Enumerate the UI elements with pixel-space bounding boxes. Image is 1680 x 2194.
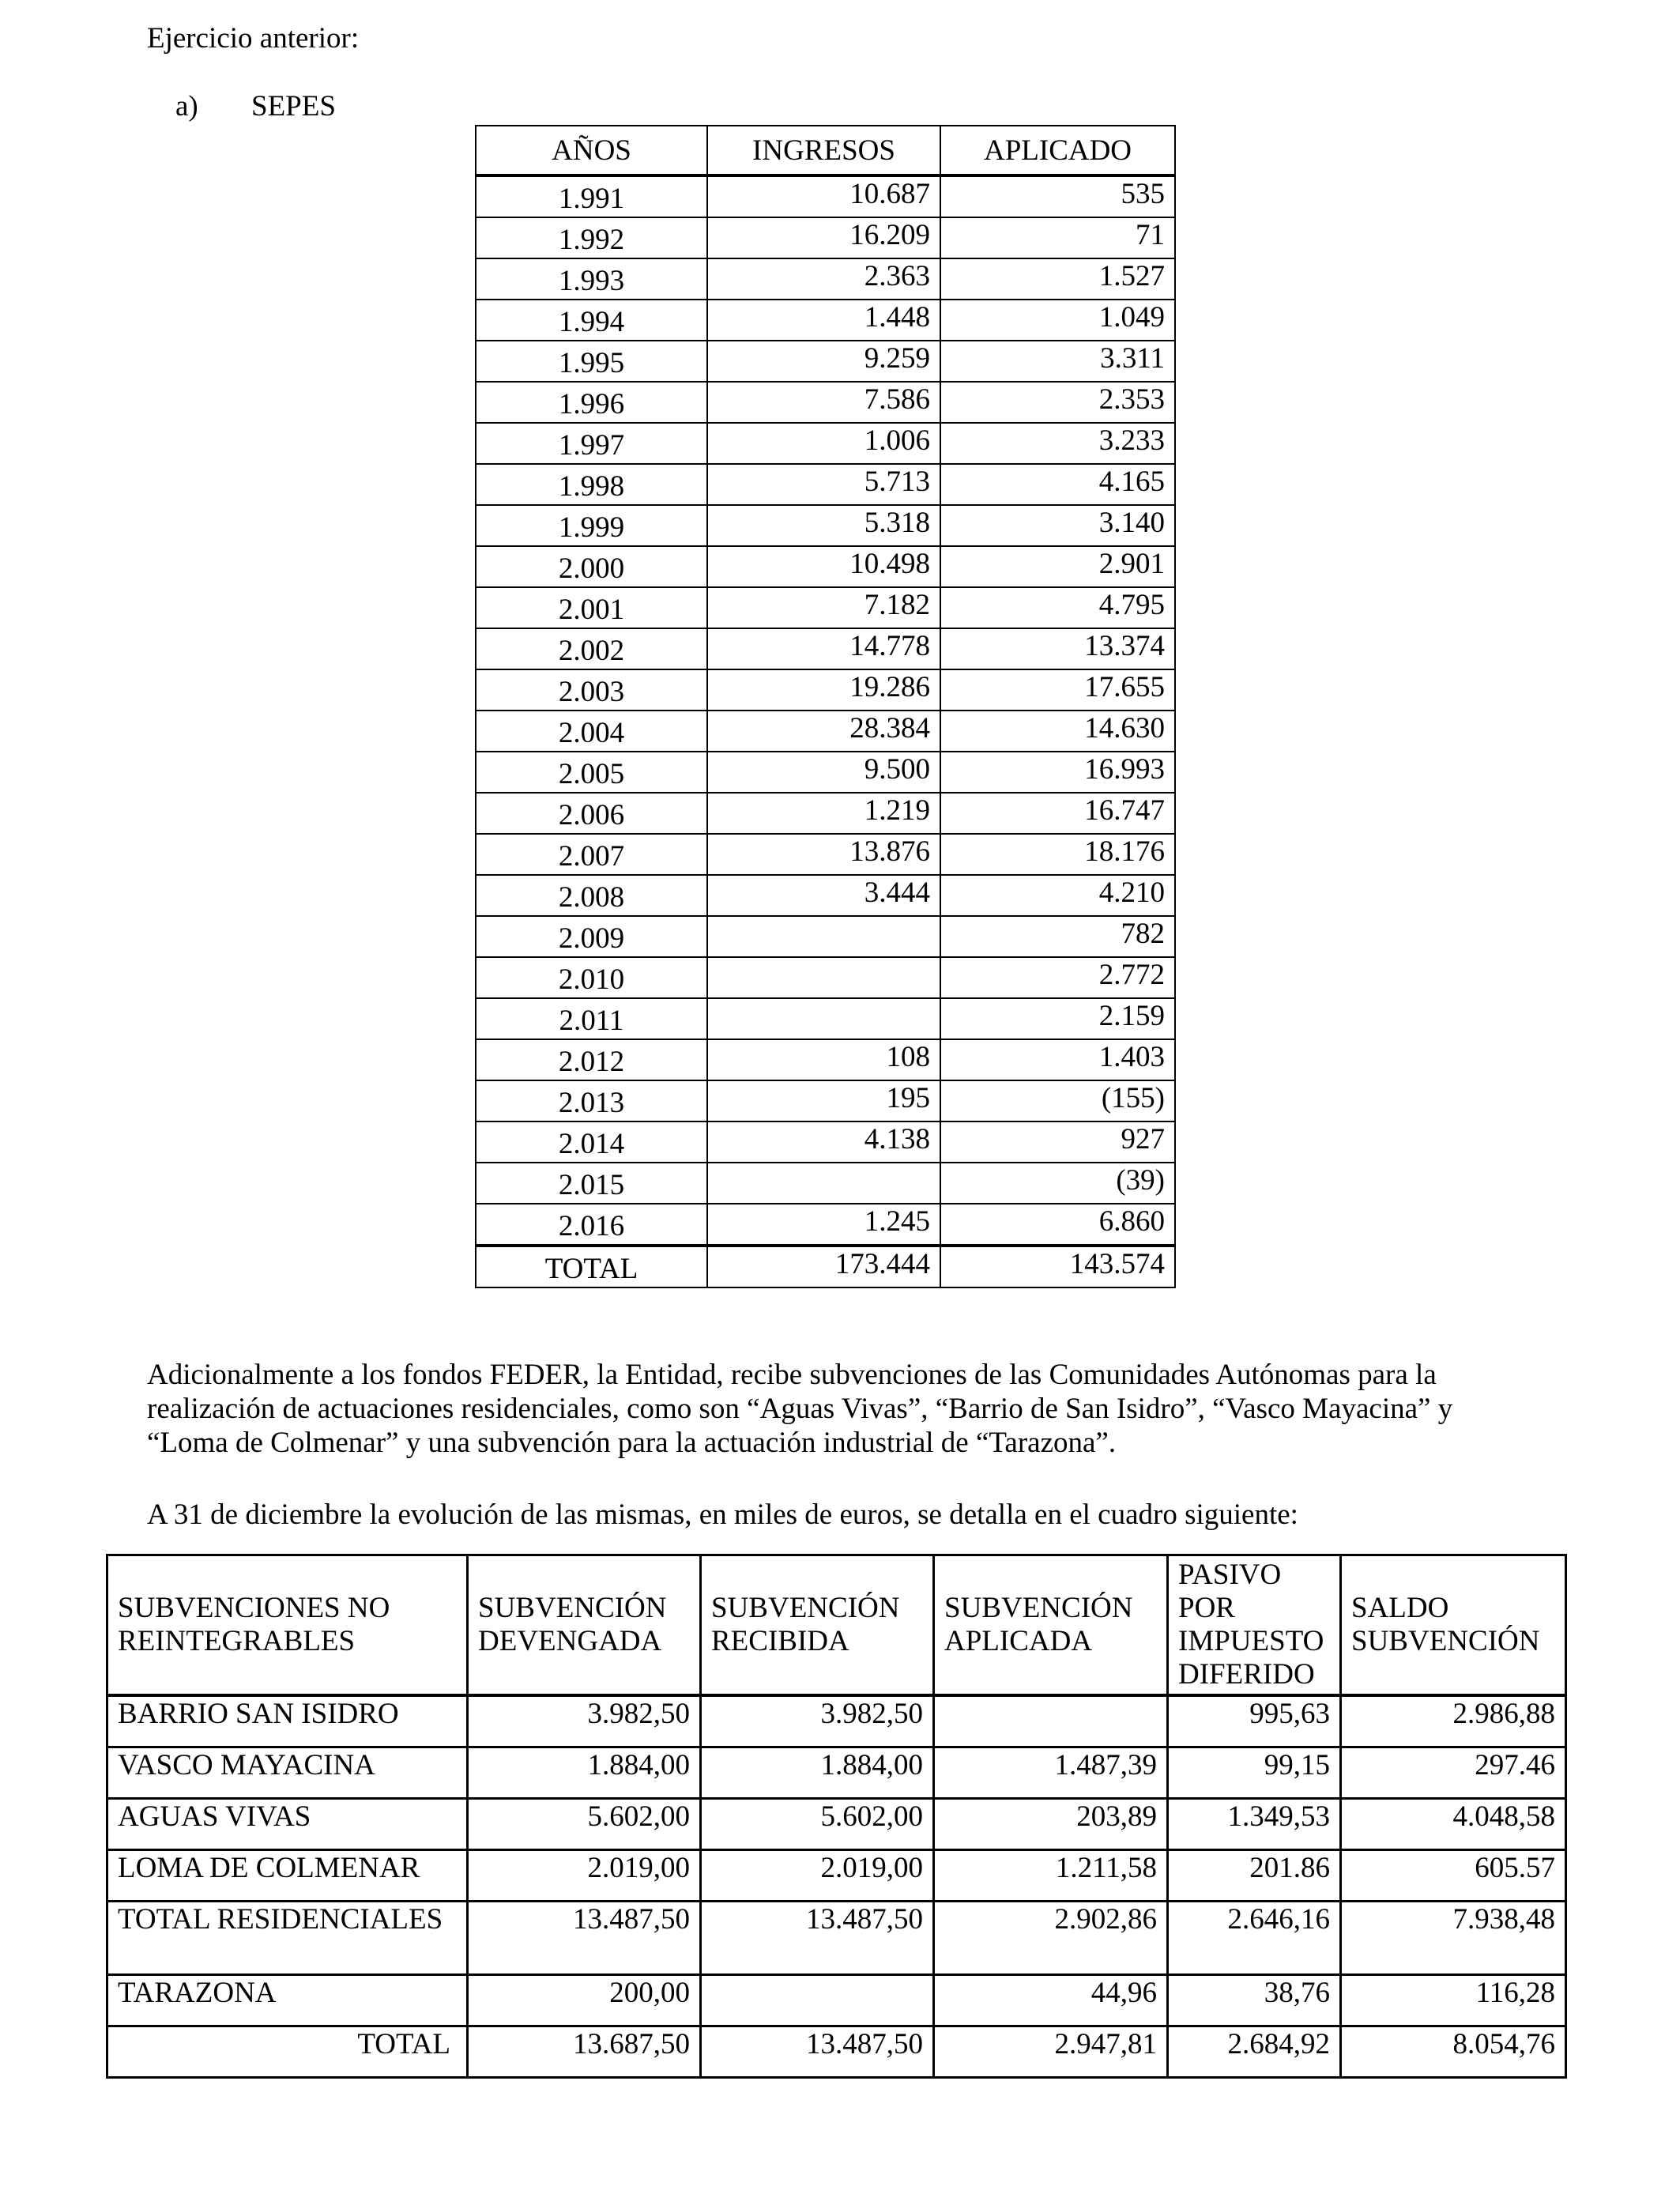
cell-aplicada xyxy=(934,1695,1168,1747)
cell-ingresos: 16.209 xyxy=(707,217,940,258)
cell-ingresos: 108 xyxy=(707,1039,940,1080)
table-row xyxy=(476,587,1175,628)
cell-ingresos xyxy=(707,916,940,957)
cell-year: 1.997 xyxy=(476,423,707,464)
cell-aplicado: 4.165 xyxy=(940,464,1175,505)
table-row xyxy=(476,505,1175,546)
paragraph-line: “Loma de Colmenar” y una subvención para la actuación industrial de “Tarazona”. xyxy=(147,1427,1117,1459)
cell-year: 2.016 xyxy=(476,1204,707,1246)
table-row xyxy=(107,1902,1566,1975)
table-row xyxy=(476,875,1175,916)
total-label: TOTAL xyxy=(476,1246,707,1287)
total-saldo: 8.054,76 xyxy=(1341,2026,1566,2078)
cell-saldo: 4.048,58 xyxy=(1341,1799,1566,1850)
cell-aplicado: 6.860 xyxy=(940,1204,1175,1246)
cell-year: 2.004 xyxy=(476,711,707,752)
cell-year: 1.999 xyxy=(476,505,707,546)
table-row xyxy=(476,175,1175,217)
cell-aplicado: 17.655 xyxy=(940,669,1175,711)
cell-ingresos: 9.500 xyxy=(707,752,940,793)
cell-aplicado: 71 xyxy=(940,217,1175,258)
cell-year: 1.998 xyxy=(476,464,707,505)
table-row xyxy=(107,1799,1566,1850)
total-recibida: 13.487,50 xyxy=(701,2026,934,2078)
cell-year: 1.993 xyxy=(476,258,707,300)
cell-aplicado: 4.795 xyxy=(940,587,1175,628)
header-pasivo: PASIVO POR IMPUESTO DIFERIDO xyxy=(1168,1555,1341,1696)
table-row xyxy=(476,1039,1175,1080)
cell-aplicado: 1.403 xyxy=(940,1039,1175,1080)
cell-ingresos: 9.259 xyxy=(707,341,940,382)
sepes-total-row xyxy=(476,1246,1175,1287)
cell-ingresos: 7.182 xyxy=(707,587,940,628)
cell-aplicado: 1.049 xyxy=(940,300,1175,341)
cell-aplicado: 16.993 xyxy=(940,752,1175,793)
table-row xyxy=(476,341,1175,382)
table-row xyxy=(476,1080,1175,1122)
cell-recibida: 13.487,50 xyxy=(701,1902,934,1975)
cell-devengada: 13.487,50 xyxy=(468,1902,701,1975)
cell-recibida: 1.884,00 xyxy=(701,1747,934,1799)
cell-aplicado: 14.630 xyxy=(940,711,1175,752)
cell-ingresos: 3.444 xyxy=(707,875,940,916)
header-ingresos: INGRESOS xyxy=(707,126,940,175)
total-aplicado: 143.574 xyxy=(940,1246,1175,1287)
table-row xyxy=(476,464,1175,505)
cell-concepto: AGUAS VIVAS xyxy=(107,1799,468,1850)
cell-saldo: 7.938,48 xyxy=(1341,1902,1566,1975)
table-row xyxy=(476,423,1175,464)
cell-ingresos xyxy=(707,957,940,998)
cell-ingresos: 10.687 xyxy=(707,175,940,217)
paragraph-subvenciones xyxy=(147,1358,1506,1460)
cell-devengada: 1.884,00 xyxy=(468,1747,701,1799)
cell-concepto: LOMA DE COLMENAR xyxy=(107,1850,468,1902)
cell-ingresos: 4.138 xyxy=(707,1122,940,1163)
header-aplicada: SUBVENCIÓN APLICADA xyxy=(934,1555,1168,1696)
cell-aplicada: 44,96 xyxy=(934,1975,1168,2026)
cell-pasivo: 1.349,53 xyxy=(1168,1799,1341,1850)
section-heading: Ejercicio anterior: xyxy=(147,22,360,55)
header-subvenciones: SUBVENCIONES NO REINTEGRABLES xyxy=(107,1555,468,1696)
cell-recibida: 3.982,50 xyxy=(701,1695,934,1747)
cell-year: 2.002 xyxy=(476,628,707,669)
cell-year: 1.991 xyxy=(476,175,707,217)
table-row xyxy=(476,916,1175,957)
cell-ingresos: 28.384 xyxy=(707,711,940,752)
cell-recibida: 2.019,00 xyxy=(701,1850,934,1902)
total-pasivo: 2.684,92 xyxy=(1168,2026,1341,2078)
cell-aplicada: 203,89 xyxy=(934,1799,1168,1850)
cell-ingresos: 7.586 xyxy=(707,382,940,423)
cell-ingresos: 19.286 xyxy=(707,669,940,711)
table-row xyxy=(476,1163,1175,1204)
cell-year: 2.013 xyxy=(476,1080,707,1122)
total-label: TOTAL xyxy=(107,2026,468,2078)
subvenciones-table xyxy=(106,1554,1567,2079)
paragraph-line: Adicionalmente a los fondos FEDER, la Entidad, recibe subvenciones de las Comunidades Autónomas para la xyxy=(147,1359,1437,1391)
header-saldo: SALDO SUBVENCIÓN xyxy=(1341,1555,1566,1696)
table-row xyxy=(107,1850,1566,1902)
cell-ingresos: 1.245 xyxy=(707,1204,940,1246)
cell-pasivo: 99,15 xyxy=(1168,1747,1341,1799)
cell-aplicado: 18.176 xyxy=(940,834,1175,875)
cell-saldo: 297.46 xyxy=(1341,1747,1566,1799)
header-devengada: SUBVENCIÓN DEVENGADA xyxy=(468,1555,701,1696)
table-row xyxy=(476,382,1175,423)
subvenciones-table-body xyxy=(107,1695,1566,2026)
table-row xyxy=(476,258,1175,300)
cell-ingresos: 5.318 xyxy=(707,505,940,546)
cell-year: 2.001 xyxy=(476,587,707,628)
cell-recibida: 5.602,00 xyxy=(701,1799,934,1850)
cell-aplicado: (155) xyxy=(940,1080,1175,1122)
subvenciones-header-row xyxy=(107,1555,1566,1696)
cell-aplicado: 1.527 xyxy=(940,258,1175,300)
cell-ingresos: 2.363 xyxy=(707,258,940,300)
cell-aplicada: 2.902,86 xyxy=(934,1902,1168,1975)
cell-devengada: 2.019,00 xyxy=(468,1850,701,1902)
table-row xyxy=(476,628,1175,669)
cell-recibida xyxy=(701,1975,934,2026)
cell-year: 2.005 xyxy=(476,752,707,793)
cell-devengada: 200,00 xyxy=(468,1975,701,2026)
paragraph-line: realización de actuaciones residenciales, como son “Aguas Vivas”, “Barrio de San Isidro”, “Vasco Mayacina” y xyxy=(147,1393,1453,1425)
table-row xyxy=(476,546,1175,587)
cell-ingresos xyxy=(707,1163,940,1204)
table-row xyxy=(476,793,1175,834)
list-marker: a) xyxy=(175,90,198,123)
cell-year: 1.996 xyxy=(476,382,707,423)
section-title: SEPES xyxy=(251,90,336,123)
cell-year: 2.003 xyxy=(476,669,707,711)
total-devengada: 13.687,50 xyxy=(468,2026,701,2078)
cell-year: 2.011 xyxy=(476,998,707,1039)
total-aplicada: 2.947,81 xyxy=(934,2026,1168,2078)
cell-aplicado: 4.210 xyxy=(940,875,1175,916)
cell-aplicada: 1.487,39 xyxy=(934,1747,1168,1799)
cell-pasivo: 38,76 xyxy=(1168,1975,1341,2026)
cell-ingresos: 10.498 xyxy=(707,546,940,587)
cell-devengada: 3.982,50 xyxy=(468,1695,701,1747)
cell-aplicado: 782 xyxy=(940,916,1175,957)
cell-aplicado: 16.747 xyxy=(940,793,1175,834)
cell-saldo: 2.986,88 xyxy=(1341,1695,1566,1747)
total-ingresos: 173.444 xyxy=(707,1246,940,1287)
sepes-table xyxy=(475,125,1176,1288)
cell-year: 2.014 xyxy=(476,1122,707,1163)
cell-aplicado: 535 xyxy=(940,175,1175,217)
cell-ingresos: 1.219 xyxy=(707,793,940,834)
cell-aplicado: 2.353 xyxy=(940,382,1175,423)
table-row xyxy=(476,711,1175,752)
cell-ingresos: 5.713 xyxy=(707,464,940,505)
header-aplicado: APLICADO xyxy=(940,126,1175,175)
cell-aplicado: 2.159 xyxy=(940,998,1175,1039)
table-row xyxy=(476,834,1175,875)
cell-concepto: BARRIO SAN ISIDRO xyxy=(107,1695,468,1747)
cell-concepto: TARAZONA xyxy=(107,1975,468,2026)
cell-year: 2.000 xyxy=(476,546,707,587)
cell-saldo: 605.57 xyxy=(1341,1850,1566,1902)
cell-year: 2.008 xyxy=(476,875,707,916)
cell-ingresos: 14.778 xyxy=(707,628,940,669)
cell-year: 1.992 xyxy=(476,217,707,258)
cell-concepto: VASCO MAYACINA xyxy=(107,1747,468,1799)
cell-aplicado: 3.233 xyxy=(940,423,1175,464)
cell-saldo: 116,28 xyxy=(1341,1975,1566,2026)
header-recibida: SUBVENCIÓN RECIBIDA xyxy=(701,1555,934,1696)
cell-ingresos: 1.006 xyxy=(707,423,940,464)
cell-aplicado: 3.140 xyxy=(940,505,1175,546)
paragraph-intro-table: A 31 de diciembre la evolución de las mismas, en miles de euros, se detalla en el cuadro siguiente: xyxy=(147,1498,1298,1531)
table-row xyxy=(476,957,1175,998)
cell-year: 2.007 xyxy=(476,834,707,875)
cell-aplicado: 2.901 xyxy=(940,546,1175,587)
cell-year: 2.012 xyxy=(476,1039,707,1080)
table-row xyxy=(107,1975,1566,2026)
table-row xyxy=(476,1204,1175,1246)
cell-year: 1.995 xyxy=(476,341,707,382)
cell-pasivo: 2.646,16 xyxy=(1168,1902,1341,1975)
cell-ingresos: 13.876 xyxy=(707,834,940,875)
table-row xyxy=(107,1747,1566,1799)
table-row xyxy=(476,669,1175,711)
cell-aplicada: 1.211,58 xyxy=(934,1850,1168,1902)
table-row xyxy=(476,300,1175,341)
cell-year: 2.006 xyxy=(476,793,707,834)
cell-pasivo: 201.86 xyxy=(1168,1850,1341,1902)
cell-aplicado: 2.772 xyxy=(940,957,1175,998)
cell-year: 2.015 xyxy=(476,1163,707,1204)
subvenciones-total-row xyxy=(107,2026,1566,2078)
table-row xyxy=(107,1695,1566,1747)
cell-year: 1.994 xyxy=(476,300,707,341)
table-row xyxy=(476,217,1175,258)
table-row xyxy=(476,1122,1175,1163)
cell-year: 2.010 xyxy=(476,957,707,998)
cell-aplicado: 927 xyxy=(940,1122,1175,1163)
sepes-table-body xyxy=(476,175,1175,1246)
cell-year: 2.009 xyxy=(476,916,707,957)
sepes-table-header xyxy=(476,126,1175,175)
cell-pasivo: 995,63 xyxy=(1168,1695,1341,1747)
cell-aplicado: (39) xyxy=(940,1163,1175,1204)
cell-concepto: TOTAL RESIDENCIALES xyxy=(107,1902,468,1975)
cell-devengada: 5.602,00 xyxy=(468,1799,701,1850)
table-row xyxy=(476,998,1175,1039)
table-row xyxy=(476,752,1175,793)
cell-ingresos: 1.448 xyxy=(707,300,940,341)
cell-aplicado: 13.374 xyxy=(940,628,1175,669)
header-years: AÑOS xyxy=(476,126,707,175)
cell-ingresos xyxy=(707,998,940,1039)
cell-aplicado: 3.311 xyxy=(940,341,1175,382)
cell-ingresos: 195 xyxy=(707,1080,940,1122)
